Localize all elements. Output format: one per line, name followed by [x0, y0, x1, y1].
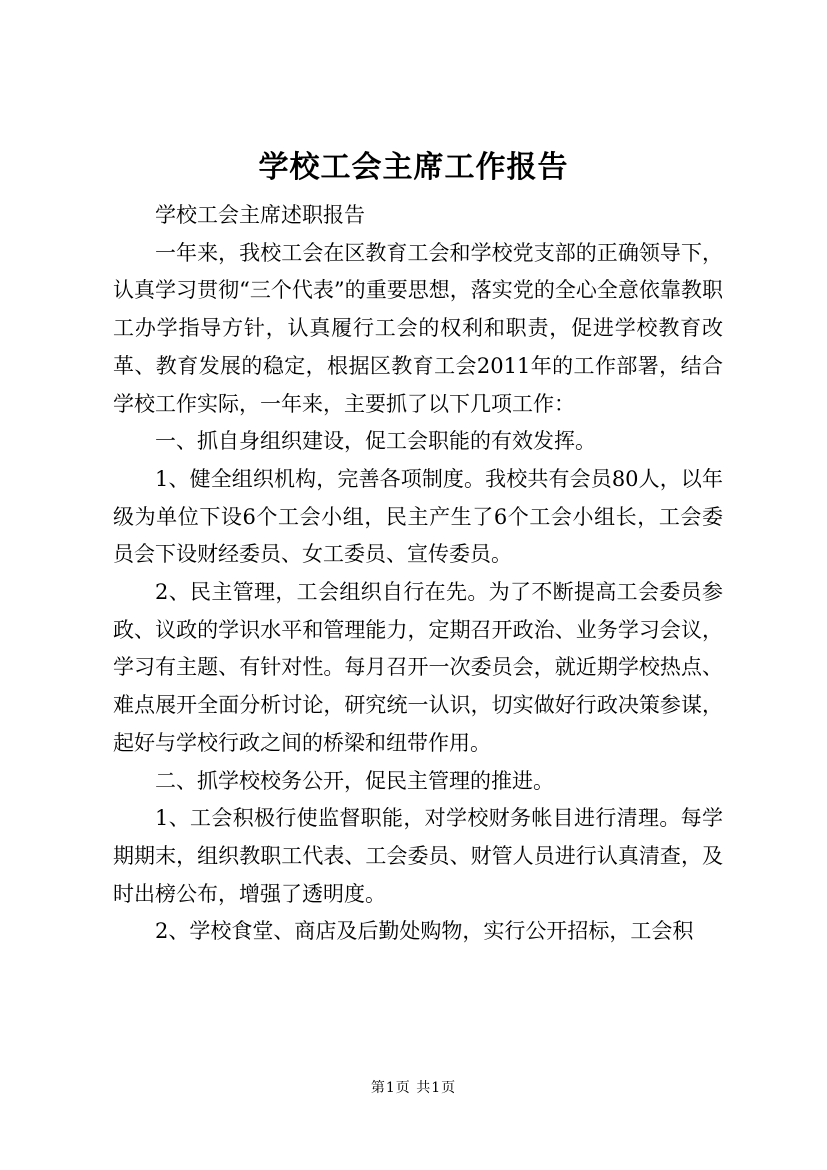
document-title: 学校工会主席工作报告: [258, 150, 569, 185]
page-footer: 第1页 共1页: [370, 1080, 457, 1096]
paragraph-section-1-item-1: 1、健全组织机构，完善各项制度。我校共有会员80人，以年级为单位下设6个工会小组，民主产生了6个工会小组长，工会委员会下设财经委员、女工委员、宣传委员。: [113, 466, 723, 567]
paragraph-section-2-item-1: 1、工会积极行使监督职能，对学校财务帐目进行清理。每学期期末，组织教职工代表、工会委员、财管人员进行认真清查，及时出榜公布，增强了透明度。: [113, 806, 723, 906]
paragraph-section-1-item-2: 2、民主管理，工会组织自行在先。为了不断提高工会委员参政、议政的学识水平和管理能力，定期召开政治、业务学习会议，学习有主题、有针对性。每月召开一次委员会，就近期学校热点、难点展开全面分析讨论，研究统一认识，切实做好行政决策参谋，起好与学校行政之间的桥梁和纽带作用。: [113, 580, 723, 755]
document-body: [113, 197, 723, 951]
paragraph-section-2-heading: 二、抓学校校务公开，促民主管理的推进。: [155, 768, 554, 793]
paragraph-subtitle: 学校工会主席述职报告: [155, 203, 365, 227]
paragraph-section-2-item-2: 2、学校食堂、商店及后勤处购物，实行公开招标，工会积: [155, 919, 694, 944]
paragraph-section-1-heading: 一、抓自身组织建设，促工会职能的有效发挥。: [155, 429, 596, 454]
paragraph-intro: 一年来，我校工会在区教育工会和学校党支部的正确领导下，认真学习贯彻“三个代表”的重要思想，落实党的全心全意依靠教职工办学指导方针，认真履行工会的权利和职责，促进学校教育改革、教育发展的稳定，根据区教育工会2011年的工作部署，结合学校工作实际，一年来，主要抓了以下几项工作：: [113, 240, 723, 416]
